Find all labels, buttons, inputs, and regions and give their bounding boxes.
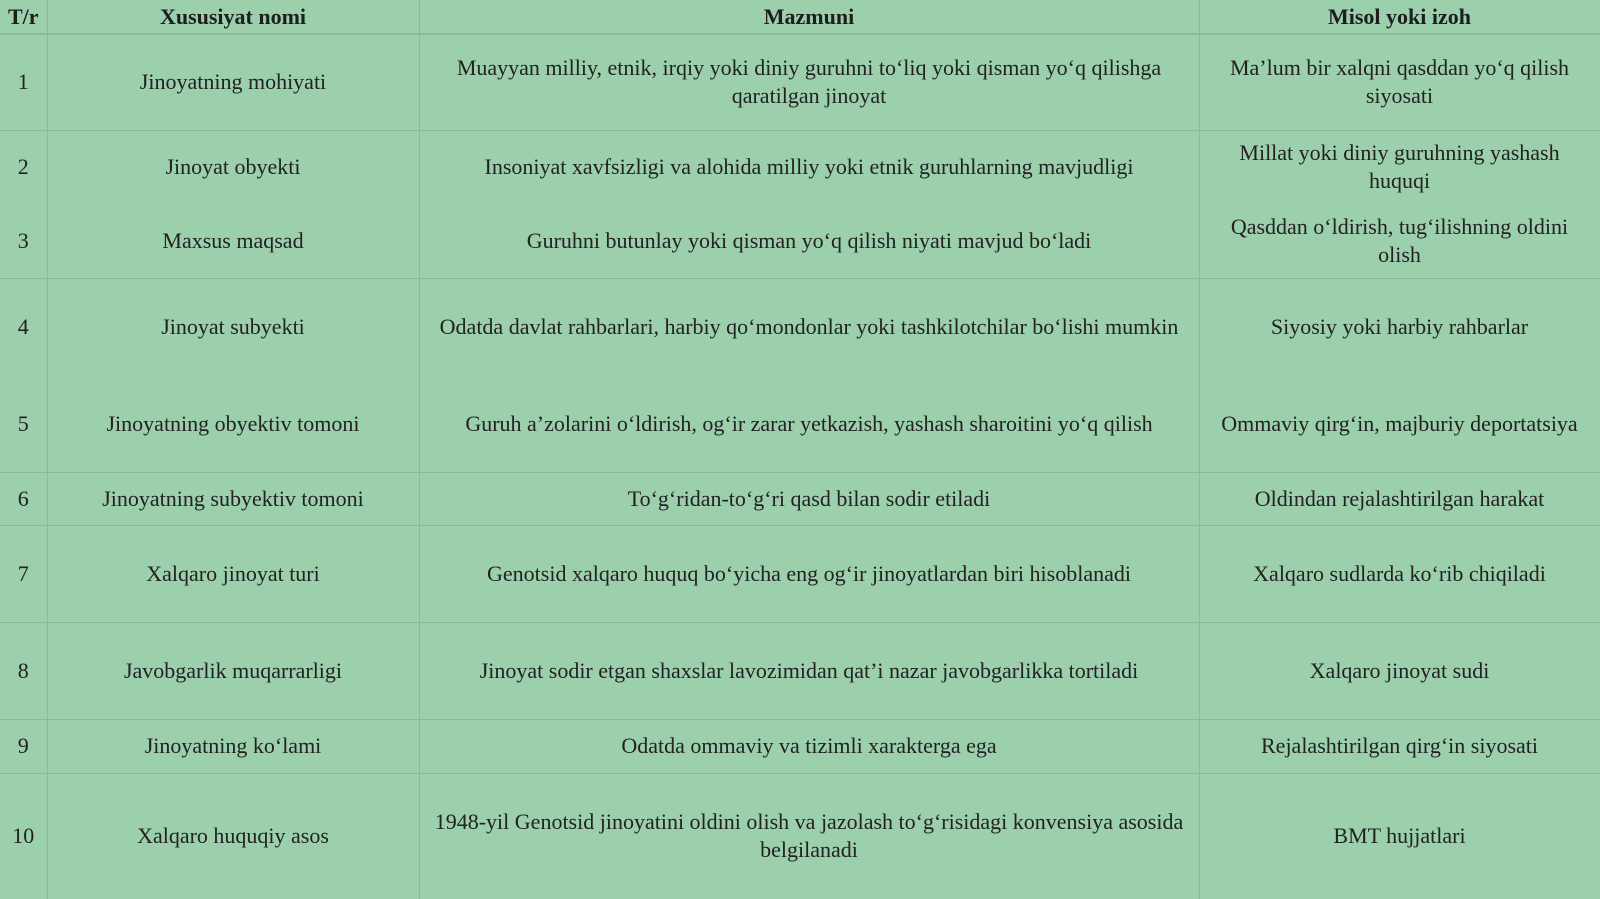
row-name: Maxsus maqsad: [47, 204, 419, 278]
row-content: Insoniyat xavfsizligi va alohida milliy yoki etnik guruhlarning mavjudligi: [419, 130, 1199, 204]
row-example: Xalqaro sudlarda ko‘rib chiqiladi: [1199, 525, 1600, 622]
table-row: [0, 376, 1600, 472]
row-number: 6: [0, 472, 47, 525]
column-header-content: Mazmuni: [419, 0, 1199, 34]
row-content: Odatda davlat rahbarlari, harbiy qo‘mondonlar yoki tashkilotchilar bo‘lishi mumkin: [419, 278, 1199, 376]
row-example: Rejalashtirilgan qirg‘in siyosati: [1199, 719, 1600, 773]
row-number: 4: [0, 278, 47, 376]
row-name: Jinoyatning obyektiv tomoni: [47, 376, 419, 472]
row-name: Xalqaro jinoyat turi: [47, 525, 419, 622]
row-name: Javobgarlik muqarrarligi: [47, 622, 419, 719]
row-number: 7: [0, 525, 47, 622]
row-example: Siyosiy yoki harbiy rahbarlar: [1199, 278, 1600, 376]
row-name: Jinoyat obyekti: [47, 130, 419, 204]
row-number: 9: [0, 719, 47, 773]
row-number: 5: [0, 376, 47, 472]
table-header-row: [0, 0, 1600, 34]
column-header-example: Misol yoki izoh: [1199, 0, 1600, 34]
row-name: Jinoyatning ko‘lami: [47, 719, 419, 773]
row-content: Guruhni butunlay yoki qisman yo‘q qilish niyati mavjud bo‘ladi: [419, 204, 1199, 278]
row-number: 3: [0, 204, 47, 278]
table-row: [0, 773, 1600, 899]
row-example: Ommaviy qirg‘in, majburiy deportatsiya: [1199, 376, 1600, 472]
column-header-number: T/r: [0, 0, 47, 34]
table-row: [0, 278, 1600, 376]
row-name: Xalqaro huquqiy asos: [47, 773, 419, 899]
table-row: [0, 130, 1600, 204]
table-row: [0, 204, 1600, 278]
table-row: [0, 719, 1600, 773]
row-name: Jinoyatning subyektiv tomoni: [47, 472, 419, 525]
row-content: Guruh a’zolarini o‘ldirish, og‘ir zarar yetkazish, yashash sharoitini yo‘q qilish: [419, 376, 1199, 472]
table-row: [0, 34, 1600, 130]
column-header-name: Xususiyat nomi: [47, 0, 419, 34]
row-example: Qasddan o‘ldirish, tug‘ilishning oldini olish: [1199, 204, 1600, 278]
row-example: Xalqaro jinoyat sudi: [1199, 622, 1600, 719]
row-number: 10: [0, 773, 47, 899]
row-name: Jinoyat subyekti: [47, 278, 419, 376]
table-row: [0, 525, 1600, 622]
row-content: Genotsid xalqaro huquq bo‘yicha eng og‘ir jinoyatlardan biri hisoblanadi: [419, 525, 1199, 622]
table-row: [0, 622, 1600, 719]
row-content: Jinoyat sodir etgan shaxslar lavozimidan qat’i nazar javobgarlikka tortiladi: [419, 622, 1199, 719]
row-number: 1: [0, 34, 47, 130]
row-number: 8: [0, 622, 47, 719]
row-content: Muayyan milliy, etnik, irqiy yoki diniy guruhni to‘liq yoki qisman yo‘q qilishga qaratilgan jinoyat: [419, 34, 1199, 130]
row-example: Oldindan rejalashtirilgan harakat: [1199, 472, 1600, 525]
row-name: Jinoyatning mohiyati: [47, 34, 419, 130]
row-example: Ma’lum bir xalqni qasddan yo‘q qilish siyosati: [1199, 34, 1600, 130]
table-row: [0, 472, 1600, 525]
row-content: To‘g‘ridan-to‘g‘ri qasd bilan sodir etiladi: [419, 472, 1199, 525]
row-example: BMT hujjatlari: [1199, 773, 1600, 899]
row-content: 1948-yil Genotsid jinoyatini oldini olish va jazolash to‘g‘risidagi konvensiya asosida belgilanadi: [419, 773, 1199, 899]
row-content: Odatda ommaviy va tizimli xarakterga ega: [419, 719, 1199, 773]
row-example: Millat yoki diniy guruhning yashash huquqi: [1199, 130, 1600, 204]
row-number: 2: [0, 130, 47, 204]
